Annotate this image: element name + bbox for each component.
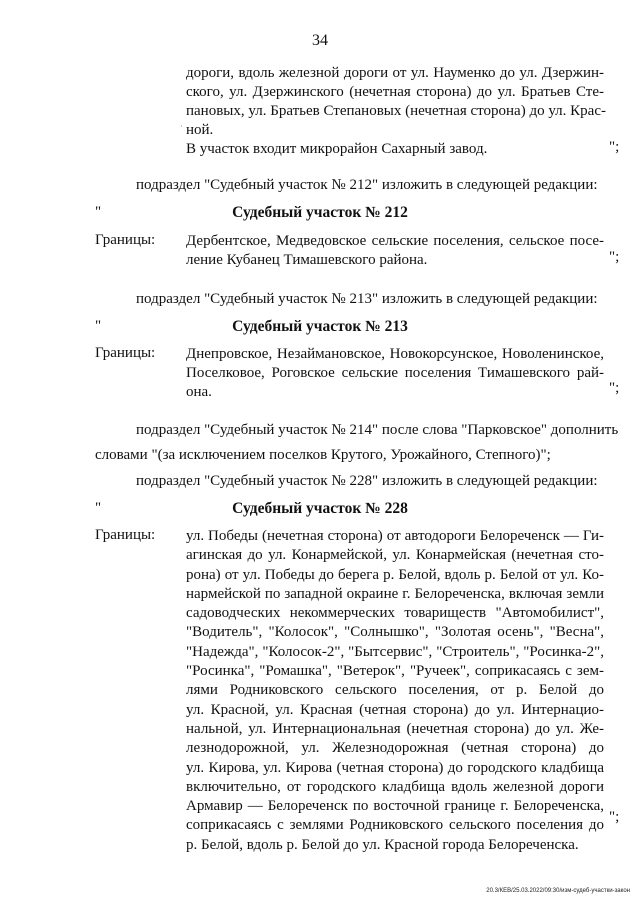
opening-quote-mark: " [95,500,102,516]
text-line: Дербентское, Медведовское сельские поселения, сельское посе- [186,233,604,249]
boundaries-text-228 [186,527,604,855]
closing-quote-mark: "; [609,249,620,265]
scan-speck: · [180,122,183,131]
text-line: Днепровское, Незаймановское, Новокорсунское, Новоленинское, [186,346,604,362]
text-line: нармейской по западной окраине г. Белореченска, включая земли [186,585,604,602]
text-line: агинская до ул. Конармейской, ул. Конармейская (нечетная сто- [186,547,604,564]
text-line: нальной, ул. Интернациональная (нечетная сторона) до ул. Же- [186,720,604,737]
text-line: рона) от ул. Победы до берега р. Белой, вдоль р. Белой от ул. Ко- [186,566,604,583]
amendment-intro-213: подраздел "Судебный участок № 213" изложить в следующей редакции: [136,291,598,307]
amendment-214-line2: словами "(за исключением поселков Крутого, Урожайного, Степного)"; [95,447,551,463]
text-line: р. Белой, вдоль р. Белой до ул. Красной города Белореченска. [186,836,579,853]
section-title-228: Судебный участок № 228 [232,500,408,517]
boundaries-text-213 [186,345,604,402]
text-line: включительно, от городского кладбища вдоль железной дороги [186,778,604,795]
text-line: дороги, вдоль железной дороги от ул. Науменко до ул. Дзержин- [186,65,604,81]
amendment-214-line1: подраздел "Судебный участок № 214" после слова "Парковское" дополнить [136,422,619,438]
amendment-intro-212: подраздел "Судебный участок № 212" изложить в следующей редакции: [136,177,598,193]
text-line: ной. [186,122,214,138]
boundaries-label: Границы: [95,232,156,248]
text-line: ул. Кирова, ул. Кирова (четная сторона) до городского кладбища [186,759,604,776]
text-line: пановых, ул. Братьев Степановых (нечетная сторона) до ул. Крас- [186,103,606,119]
text-line: лезнодорожной, ул. Железнодорожная (четная сторона) до [186,740,604,757]
opening-quote-mark: " [95,318,102,334]
closing-quote-mark: "; [609,380,620,396]
closing-quote-mark: "; [609,139,620,155]
text-line: Поселковое, Роговское сельские поселения Тимашевского рай- [186,365,604,381]
boundaries-label: Границы: [95,345,156,361]
intro-boundary-text [186,64,604,159]
amendment-intro-228: подраздел "Судебный участок № 228" изложить в следующей редакции: [136,473,598,489]
text-line: ление Кубанец Тимашевского района. [186,252,428,268]
text-line: "Водитель", "Колосок", "Солнышко", "Золотая осень", "Весна", [186,624,604,641]
page-number: 34 [312,32,328,49]
section-title-213: Судебный участок № 213 [232,318,408,335]
opening-quote-mark: " [95,204,102,220]
boundaries-text-212 [186,232,604,270]
boundaries-label: Границы: [95,527,156,543]
text-line: садоводческих некоммерческих товариществ "Автомобилист", [186,605,604,622]
text-line: Армавир — Белореченск по восточной границе г. Белореченска, [186,798,604,815]
text-line: она. [186,384,212,400]
intro-note: В участок входит микрорайон Сахарный завод. [186,141,488,157]
text-line: "Росинка", "Ромашка", "Ветерок", "Ручеек", соприкасаясь с зем- [186,663,604,680]
closing-quote-mark: "; [609,809,620,825]
text-line: лями Родниковского сельского поселения, от р. Белой до [186,682,604,699]
section-title-212: Судебный участок № 212 [232,204,408,221]
text-line: соприкасаясь с землями Родниковского сельского поселения до [186,817,604,834]
text-line: "Надежда", "Колосок-2", "Бытсервис", "Строитель", "Росинка-2", [186,643,604,660]
text-line: ул. Красной, ул. Красная (четная сторона) до ул. Интернацио- [186,701,604,718]
document-footer: 20.3/КЕВ/25.03.2022/09:30/изм-судеб-участки-закон [486,888,630,894]
text-line: ул. Победы (нечетная сторона) от автодороги Белореченск — Ги- [186,528,604,544]
text-line: ского, ул. Дзержинского (нечетная сторона) до ул. Братьев Сте- [186,84,604,100]
